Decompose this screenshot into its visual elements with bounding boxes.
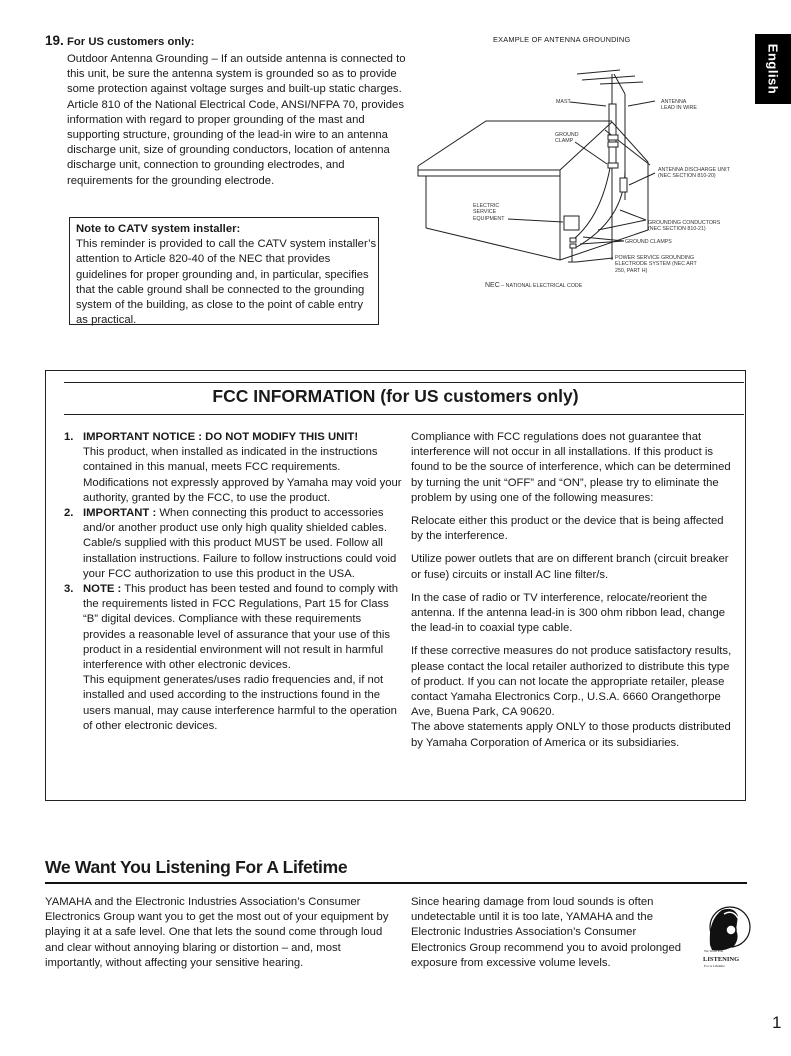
fcc-top-rule [64,382,744,383]
label-mast: MAST [556,99,571,105]
fcc-item-2 [64,506,404,582]
nec-text: – NATIONAL ELECTRICAL CODE [499,283,583,289]
item-number: 1. [64,431,74,443]
catv-note-body: This reminder is provided to call the CATV system installer’s attention to Article 820-40 of the NEC that provides guidelines for proper grounding and, in particular, specifies that the cable ground shall be connected to the grounding system of the building, as close to the point of cable entry as practical. [76,238,377,327]
label-nec-footnote [485,283,582,289]
item-text: This product, when installed as indicated in the instructions contained in this manual, meets FCC requirements. Modifications not expressly approved by Yamaha may void your authority, granted by the FCC, to use the product. [83,446,402,504]
item-heading: For US customers only: [67,36,195,48]
language-tab-label: English [765,43,781,95]
item-lead: IMPORTANT NOTICE : DO NOT MODIFY THIS UNIT! [83,431,359,443]
fcc-paragraph: If these corrective measures do not produce satisfactory results, please contact the local retailer authorized to distribute this type of product. If you can not locate the appropriate retailer, please contact Yamaha Electronics Corp., U.S.A. 6660 Orangethorpe Ave, Buena Park, CA 90620. [411,645,732,719]
fcc-information-box [45,370,746,801]
fcc-left-column [64,430,404,734]
logo-main-text: LISTENING [703,956,740,963]
label-grounding-conductors: GROUNDING CONDUCTORS (NEC SECTION 810-21) [648,220,721,233]
listening-logo [700,900,752,972]
listening-right-text: Since hearing damage from loud sounds is often undetectable until it is too late, YAMAHA and the Electronic Industries Association’s Consumer Electronics Group recommend you to avoid prolonged exposure from excessive volume levels. [411,896,682,969]
fcc-closing: The above statements apply ONLY to those products distributed by Yamaha Corporation of America or its subsidiaries. [411,721,731,749]
logo-sub-text: For A Lifetime [704,964,725,968]
item-number: 3. [64,583,74,596]
listening-title: We Want You Listening For A Lifetime [45,857,348,877]
fcc-right-column [411,430,736,759]
listening-left-text: YAMAHA and the Electronic Industries Association’s Consumer Electronics Group want you to get the most out of your equipment by playing it at a safe level. One that lets the sound come through loud and clear without annoying blaring or distortion – and, most importantly, without affecting your sensitive hearing. [45,896,389,969]
nec-prefix: NEC [485,282,500,289]
diagram-caption: EXAMPLE OF ANTENNA GROUNDING [493,35,631,44]
fcc-paragraph: Compliance with FCC regulations does not guarantee that interference will not occur in all installations. If this product is found to be the source of interference, which can be determined by turning the unit “OFF” and “ON”, please try to eliminate the problem by using one of the following measures: [411,431,731,504]
item-number: 2. [64,507,74,520]
page-number: 1 [772,1013,782,1032]
label-ground-clamp: GROUND CLAMP [555,132,579,145]
listening-rule [45,882,747,884]
label-ground-clamps: GROUND CLAMPS [625,239,672,245]
fcc-paragraph: In the case of radio or TV interference, relocate/reorient the antenna. If the antenna lead-in is 300 ohm ribbon lead, change the lead-in to coaxial type cable. [411,591,726,635]
fcc-paragraph: Utilize power outlets that are on different branch (circuit breaker or fuse) circuits or install AC line filter/s. [411,553,729,581]
fcc-bottom-rule [64,414,744,415]
item-body: Outdoor Antenna Grounding – If an outside antenna is connected to this unit, be sure the antenna system is grounded so as to provide some protection against voltage surges and built-up static charges. Article 810 of the National Electrical Code, ANSI/NFPA 70, provides information with regard to proper grounding of the mast and supporting structure, grounding of the lead-in wire to an antenna discharge unit, size of grounding conductors, location of antenna discharge unit, connection to grounding electrodes, and requirements for the grounding electrode. [67,53,406,187]
item-extra-text: This equipment generates/uses radio frequencies and, if not installed and used according to the instructions found in the users manual, may cause interference harmful to the operation of other electronic devices. [83,674,397,732]
item-number: 19. [45,33,64,48]
item-lead: NOTE : [83,583,122,596]
fcc-item-3 [64,582,404,734]
language-tab [755,34,791,104]
label-power-service: POWER SERVICE GROUNDING ELECTRODE SYSTEM (NEC ART 250, PART H) [615,255,697,274]
label-antenna-lead: ANTENNA LEAD IN WIRE [661,99,697,112]
catv-note-box [69,217,379,325]
catv-note-heading: Note to CATV system installer: [76,223,241,235]
item-text: This product has been tested and found to comply with the requirements listed in FCC Regulations, Part 15 for Class “B” digital devices. Compliance with these requirements provides a reasonable level of assurance that your use of this product in a residential environment will not result in harmful interference with other electronic devices. [83,583,399,672]
item-text: When connecting this product to accessories and/or another product use only high quality shielded cables. Cable/s supplied with this product MUST be used. Follow all installation instructions. Failure to follow instructions could void your FCC authorization to use this product in the USA. [83,507,397,580]
fcc-title: FCC INFORMATION (for US customers only) [212,386,579,406]
label-discharge-unit: ANTENNA DISCHARGE UNIT (NEC SECTION 810-20) [658,167,730,180]
antenna-grounding-diagram [410,30,740,300]
item-lead: IMPORTANT : [83,507,157,520]
fcc-item-1 [64,430,404,506]
label-electric-service: ELECTRIC SERVICE EQUIPMENT [473,203,505,222]
fcc-paragraph: Relocate either this product or the device that is being affected by the interference. [411,515,724,543]
logo-top-text: We Want You [704,949,724,953]
